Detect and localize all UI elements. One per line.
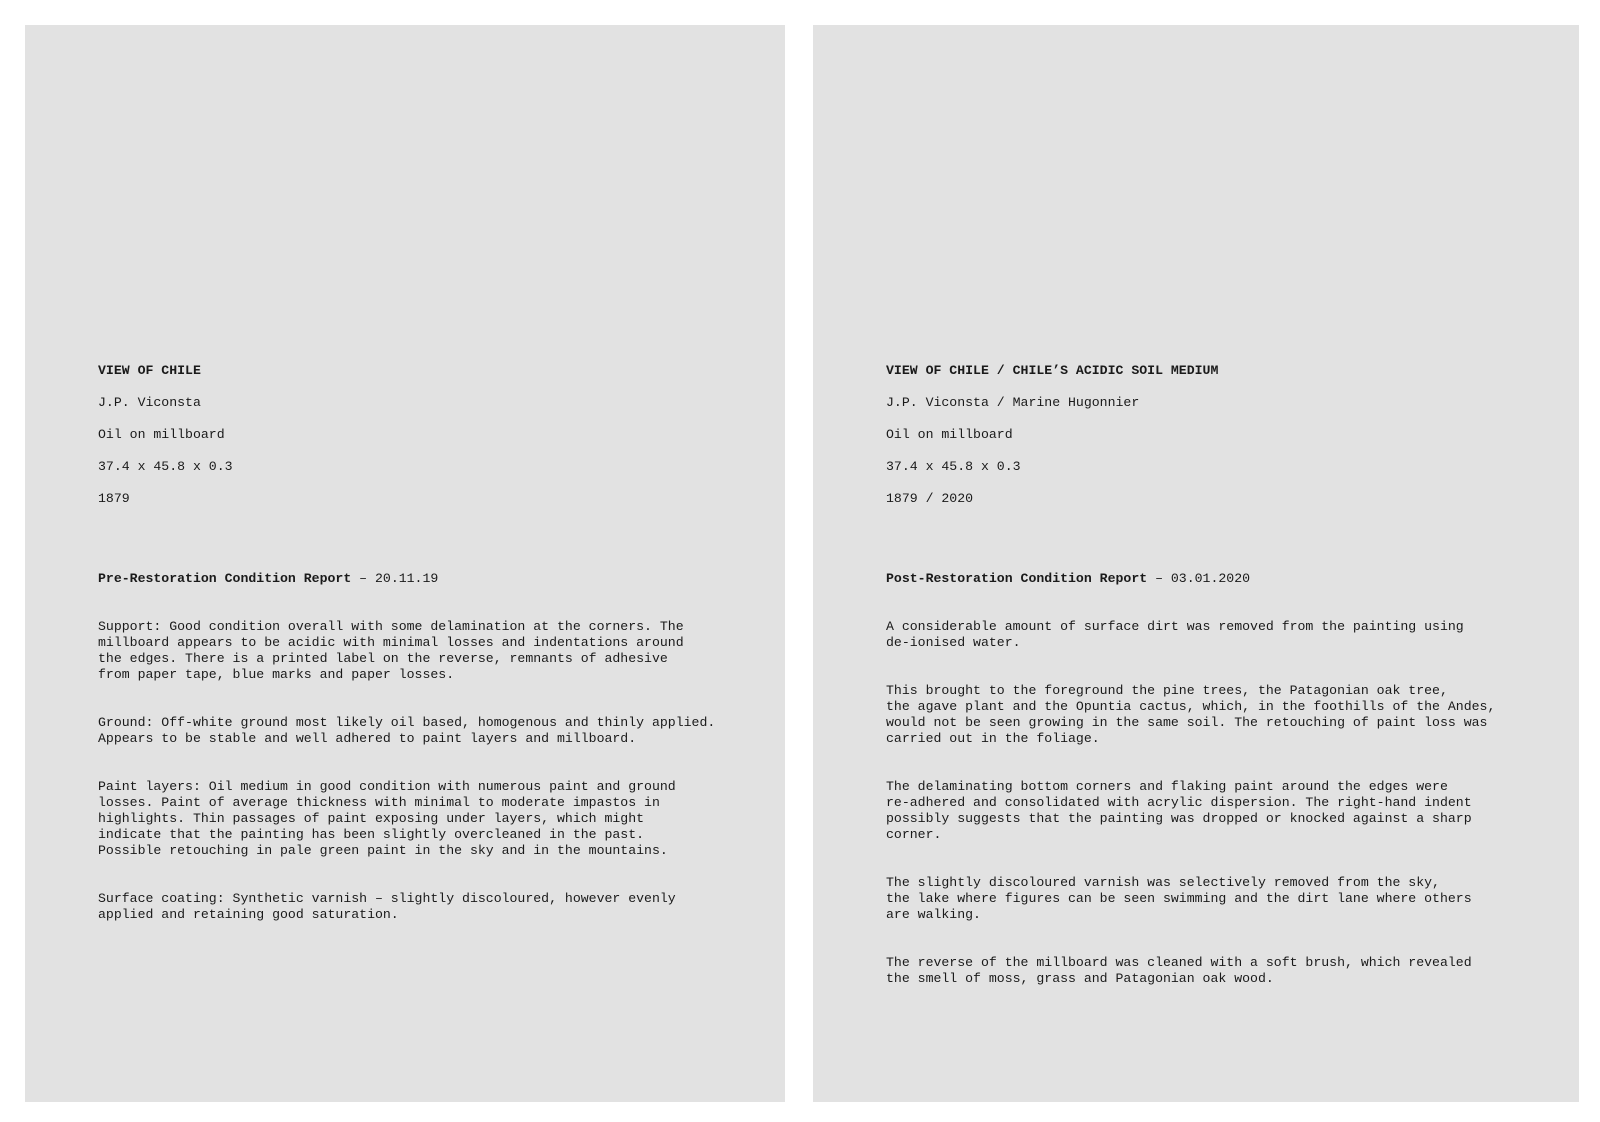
artwork-title: VIEW OF CHILE / CHILE’S ACIDIC SOIL MEDIUM xyxy=(886,363,1219,378)
report-paragraph: A considerable amount of surface dirt was removed from the painting using de-ionised water. xyxy=(886,619,1464,650)
report-paragraph: The slightly discoloured varnish was selectively removed from the sky, the lake where figures can be seen swimming and the dirt lane where others are walking. xyxy=(886,875,1472,922)
report-paragraph: Surface coating: Synthetic varnish – slightly discoloured, however evenly applied and retaining good saturation. xyxy=(98,891,676,922)
report-paragraph: The delaminating bottom corners and flaking paint around the edges were re-adhered and consolidated with acrylic dispersion. The right-hand indent possibly suggests that the painting was dropped or knocked against a sharp corner. xyxy=(886,779,1472,842)
artist-name: J.P. Viconsta / Marine Hugonnier xyxy=(886,395,1140,410)
report-paragraph: This brought to the foreground the pine trees, the Patagonian oak tree, the agave plant and the Opuntia cactus, which, in the foothills of the Andes, would not be seen growing in the same soil. The retouching of paint loss was carried out in the foliage. xyxy=(886,683,1496,746)
artwork-medium: Oil on millboard xyxy=(886,427,1013,442)
report-paragraph: Paint layers: Oil medium in good condition with numerous paint and ground losses. Paint of average thickness with minimal to moderate impastos in highlights. Thin passages of paint exposing under layers, which might indicate that the painting has been slightly overcleaned in the past. Possible retouching in pale green paint in the sky and in the mountains. xyxy=(98,779,676,858)
left-page-content xyxy=(98,331,765,955)
artwork-details xyxy=(886,347,1559,523)
artwork-dimensions: 37.4 x 45.8 x 0.3 xyxy=(98,459,233,474)
artwork-dimensions: 37.4 x 45.8 x 0.3 xyxy=(886,459,1021,474)
left-page xyxy=(25,25,785,1102)
artwork-medium: Oil on millboard xyxy=(98,427,225,442)
report-paragraph: Ground: Off-white ground most likely oil based, homogenous and thinly applied. Appears to be stable and well adhered to paint layers and millboard. xyxy=(98,715,716,746)
artwork-title: VIEW OF CHILE xyxy=(98,363,201,378)
artist-name: J.P. Viconsta xyxy=(98,395,201,410)
artwork-year: 1879 xyxy=(98,491,130,506)
report-date: – 20.11.19 xyxy=(351,571,439,586)
report-heading xyxy=(886,571,1559,587)
report-label: Post-Restoration Condition Report xyxy=(886,571,1148,586)
report-paragraph: Support: Good condition overall with some delamination at the corners. The millboard appears to be acidic with minimal losses and indentations around the edges. There is a printed label on the reverse, remnants of adhesive from paper tape, blue marks and paper losses. xyxy=(98,619,684,682)
artwork-year: 1879 / 2020 xyxy=(886,491,974,506)
report-label: Pre-Restoration Condition Report xyxy=(98,571,352,586)
right-page xyxy=(813,25,1579,1102)
artwork-details xyxy=(98,347,765,523)
report-paragraph: The reverse of the millboard was cleaned with a soft brush, which revealed the smell of moss, grass and Patagonian oak wood. xyxy=(886,955,1472,986)
right-page-content xyxy=(886,331,1559,1019)
report-date: – 03.01.2020 xyxy=(1147,571,1251,586)
report-heading xyxy=(98,571,765,587)
